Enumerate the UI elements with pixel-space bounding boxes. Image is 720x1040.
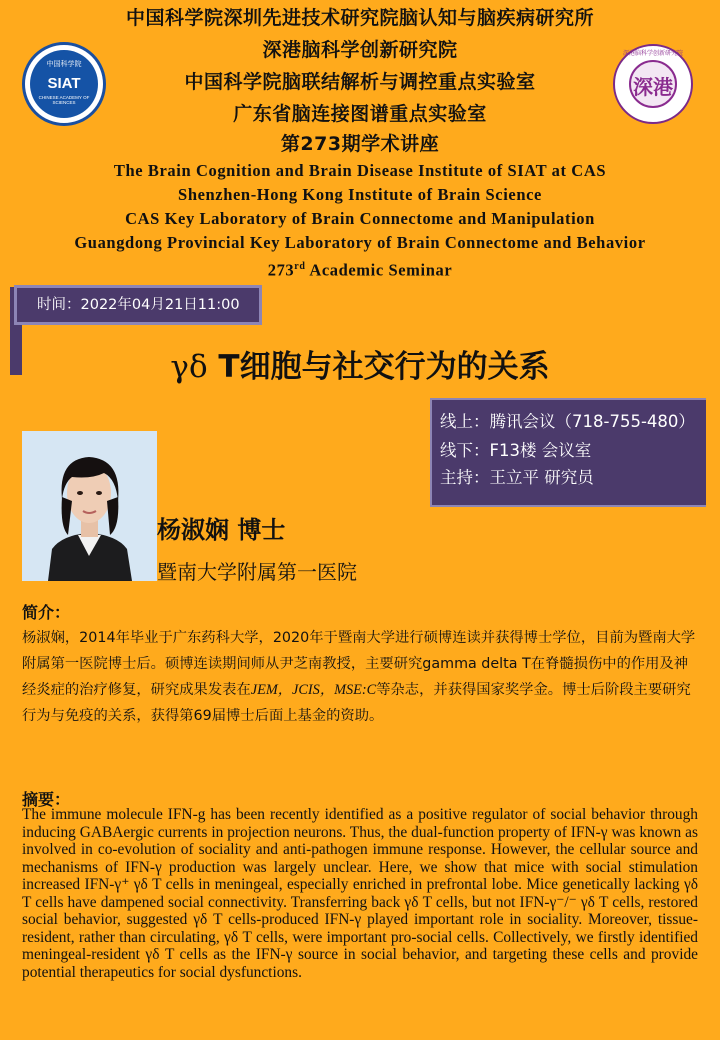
institute-title-cn: 中国科学院深圳先进技术研究院脑认知与脑疾病研究所 (125, 7, 594, 29)
institute-title-en: The Brain Cognition and Brain Disease Institute of SIAT at CAS (113, 161, 607, 180)
online-info: 线上：腾讯会议（718-755-480） (440, 412, 695, 431)
bio-heading: 简介： (22, 603, 71, 622)
institute-title-cn-2: 深港脑科学创新研究院 (262, 39, 458, 61)
abstract-heading: 摘要： (22, 790, 71, 809)
lab-title-cn-2: 广东省脑连接图谱重点实验室 (233, 103, 487, 125)
seminar-number-cn: 第273期学术讲座 (280, 133, 440, 155)
siat-logo: 中国科学院 SIAT CHINESE ACADEMY OF SCIENCES (22, 42, 106, 126)
lab-title-en: CAS Key Laboratory of Brain Connectome and Manipulation (125, 209, 595, 228)
speaker-photo (22, 431, 157, 581)
speaker-name: 杨淑娴 博士 (157, 516, 286, 544)
speaker-affiliation: 暨南大学附属第一医院 (157, 560, 357, 584)
lab-title-cn: 中国科学院脑联结解析与调控重点实验室 (184, 71, 536, 93)
time-box (14, 285, 262, 325)
abstract-text: The immune molecule IFN-g has been recently identified as a positive regulator of social behavior through inducing GABAergic currents in projection neurons. Thus, the dual-function property of IFN-γ was known as involved in co-evolution of sociality and anti-pathogen immune response. However, the cellular source and mechanisms of IFN-γ production was largely unclear. Here, we show that mice with social stimulation increased IFN-γ⁺ γδ T cells in meningeal, especially enriched in prefrontal lobe. Mice genetically lacking γδ T cells have dampened social connectivity. Transferring back γδ T cells, but not IFN-γ⁻/⁻ γδ T cells, restored social behavior, suggested γδ T cells-produced IFN-γ played important role in sociality. Moreover, tissue-resident, rather than circulating, γδ T cells, were important pro-social cells. Collectively, we firstly identified meningeal-resident γδ T cells as the IFN-γ source in social behavior, and targeting these cells and provide potential therapeutics for social dysfunctions. (22, 806, 698, 981)
lab-title-en-2: Guangdong Provincial Key Laboratory of Brain Connectome and Behavior (74, 233, 646, 252)
seminar-number-en: 273rd Academic Seminar (267, 260, 453, 280)
host-info: 主持：王立平 研究员 (440, 468, 594, 487)
bio-text: 杨淑娴，2014年毕业于广东药科大学，2020年于暨南大学进行硕博连读并获得博士学位，目前为暨南大学附属第一医院博士后。硕博连读期间师从尹芝南教授，主要研究gamma delta T在脊髓损伤中的作用及神经炎症的治疗修复，研究成果发表在JEM，JCIS，MSE:C等杂志，并获得国家奖学金。博士后阶段主要研究行为与免疫的关系，获得第69届博士后面上基金的资助。 (22, 630, 696, 724)
offline-info: 线下：F13楼 会议室 (440, 441, 592, 460)
meeting-info-box (430, 398, 706, 507)
institute-title-en-2: Shenzhen-Hong Kong Institute of Brain Science (178, 185, 542, 204)
time-text: 时间：2022年04月21日11:00 (37, 297, 240, 313)
talk-title: γδ T细胞与社交行为的关系 (170, 349, 550, 385)
brain-institute-logo: 深港脑科学创新研究院 深港 (613, 44, 693, 124)
